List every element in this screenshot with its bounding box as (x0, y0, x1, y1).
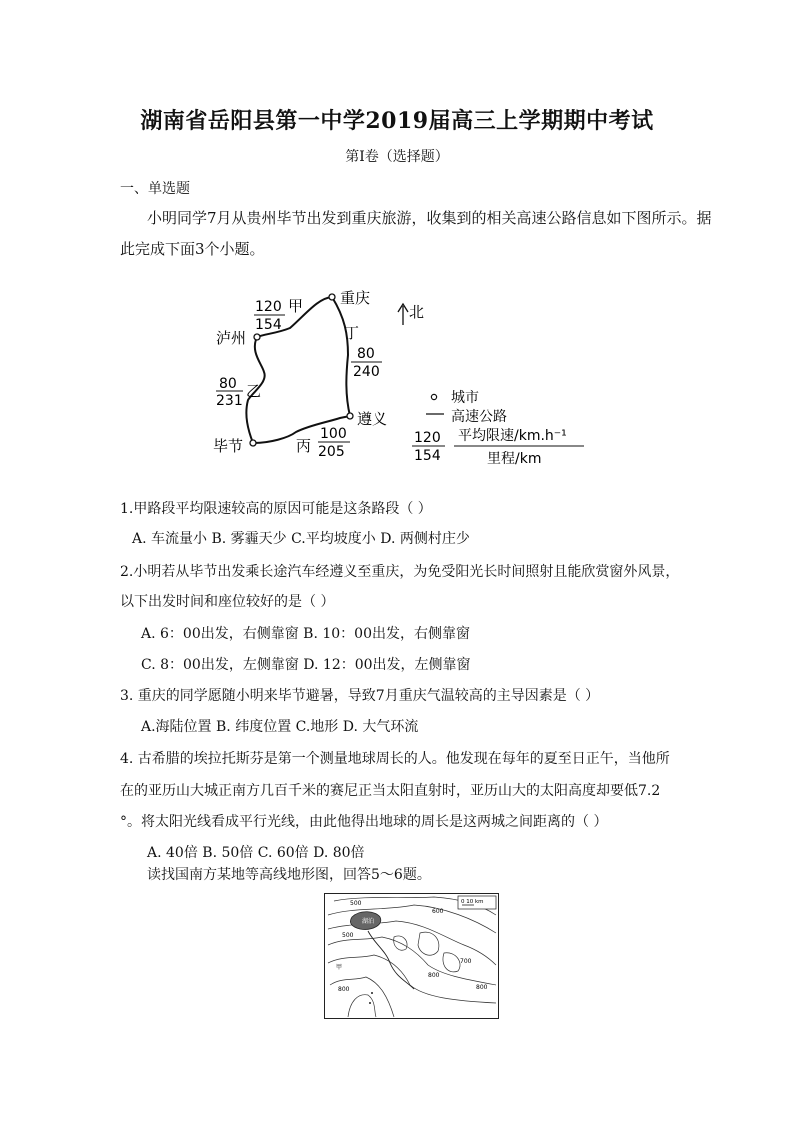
city-marker-bijie (250, 440, 256, 446)
question-4-line-2: 在的亚历山大城正南方几百千米的赛尼正当太阳直射时，亚历山大的太阳高度却要低7.2 (120, 783, 661, 799)
segment-bing-name: 丙 (296, 437, 312, 455)
legend-city-icon (431, 394, 436, 399)
segment-yi-name: 乙 (246, 382, 262, 400)
north-label: 北 (409, 303, 425, 321)
question-3-stem: 3. 重庆的同学愿随小明来毕节避暑，导致7月重庆气温较高的主导因素是（ ） (120, 688, 600, 704)
question-1-stem: 1.甲路段平均限速较高的原因可能是这条路段（ ） (120, 501, 432, 517)
segment-bing-speed: 100 (320, 426, 347, 442)
legend-speed-example: 120 (414, 430, 441, 446)
contour-label: 500 (342, 932, 354, 939)
lake-label: 湖泊 (362, 918, 375, 925)
question-4-line-3: °。将太阳光线看成平行光线，由此他得出地球的周长是这两城之间距离的（ ） (120, 814, 608, 830)
exam-title: 湖南省岳阳县第一中学2019届高三上学期期中考试 (140, 108, 654, 134)
segment-jia-name: 甲 (288, 297, 304, 315)
legend-speed-label: 平均限速/km.h⁻¹ (458, 428, 567, 444)
question-1-options: A. 车流量小 B. 雾霾天少 C.平均坡度小 D. 两侧村庄少 (132, 531, 470, 547)
segment-jia-distance: 154 (255, 317, 282, 333)
city-marker-zunyi (347, 413, 353, 419)
city-marker-chongqing (329, 294, 335, 300)
contour-map-frame (325, 894, 499, 1019)
segment-ding-distance: 240 (353, 364, 380, 380)
contour-label: 600 (432, 908, 444, 915)
question-2-stem-1: 2.小明若从毕节出发乘长途汽车经遵义至重庆，为免受阳光长时间照射且能欣赏窗外风景， (120, 564, 680, 580)
city-label-chongqing: 重庆 (340, 289, 371, 307)
contour-map (324, 893, 499, 1019)
segment-jia-speed: 120 (255, 299, 282, 315)
contour-label: 800 (428, 972, 440, 979)
city-label-luzhou: 泸州 (216, 329, 247, 347)
point-marker (371, 992, 373, 994)
section-heading: 一、单选题 (120, 181, 190, 197)
contour-label: 800 (476, 984, 488, 991)
highway-map (200, 280, 620, 480)
section-subtitle: 第I卷（选择题） (345, 149, 449, 165)
segment-yi-distance: 231 (216, 393, 243, 409)
legend-distance-label: 里程/km (487, 451, 542, 467)
intro-line-1: 小明同学7月从贵州毕节出发到重庆旅游，收集到的相关高速公路信息如下图所示。据 (147, 209, 712, 227)
segment-bing-distance: 205 (318, 444, 345, 460)
segment-yi-speed: 80 (219, 376, 237, 392)
question-4-line-1: 4. 古希腊的埃拉托斯芬是第一个测量地球周长的人。他发现在每年的夏至日正午，当他所 (120, 751, 670, 767)
legend-city-label: 城市 (451, 390, 479, 406)
legend-distance-example: 154 (414, 448, 441, 464)
city-label-zunyi: 遵义 (357, 410, 388, 428)
question-4-options: A. 40倍 B. 50倍 C. 60倍 D. 80倍 (147, 845, 365, 861)
contour-label: 700 (460, 958, 472, 965)
segment-ding-name: 丁 (344, 324, 360, 342)
question-3-options: A.海陆位置 B. 纬度位置 C.地形 D. 大气环流 (141, 719, 419, 735)
point-marker (369, 1002, 371, 1004)
city-marker-luzhou (254, 334, 260, 340)
question-2-stem-2: 以下出发时间和座位较好的是（ ） (120, 594, 335, 610)
question-2-options-1: A. 6：00出发，右侧靠窗 B. 10：00出发，右侧靠窗 (141, 626, 470, 642)
contour-label: 500 (350, 900, 362, 907)
city-label-bijie: 毕节 (213, 437, 244, 455)
question-5-intro: 读找国南方某地等高线地形图，回答5～6题。 (147, 867, 431, 883)
point-label-jia: 甲 (336, 964, 343, 971)
intro-line-2: 此完成下面3个小题。 (120, 240, 265, 258)
legend-highway-label: 高速公路 (451, 409, 507, 425)
contour-label: 800 (338, 986, 350, 993)
segment-ding-speed: 80 (357, 346, 375, 362)
question-2-options-2: C. 8：00出发，左侧靠窗 D. 12：00出发，左侧靠窗 (141, 657, 471, 673)
scale-label: 0 10 km (461, 899, 484, 905)
